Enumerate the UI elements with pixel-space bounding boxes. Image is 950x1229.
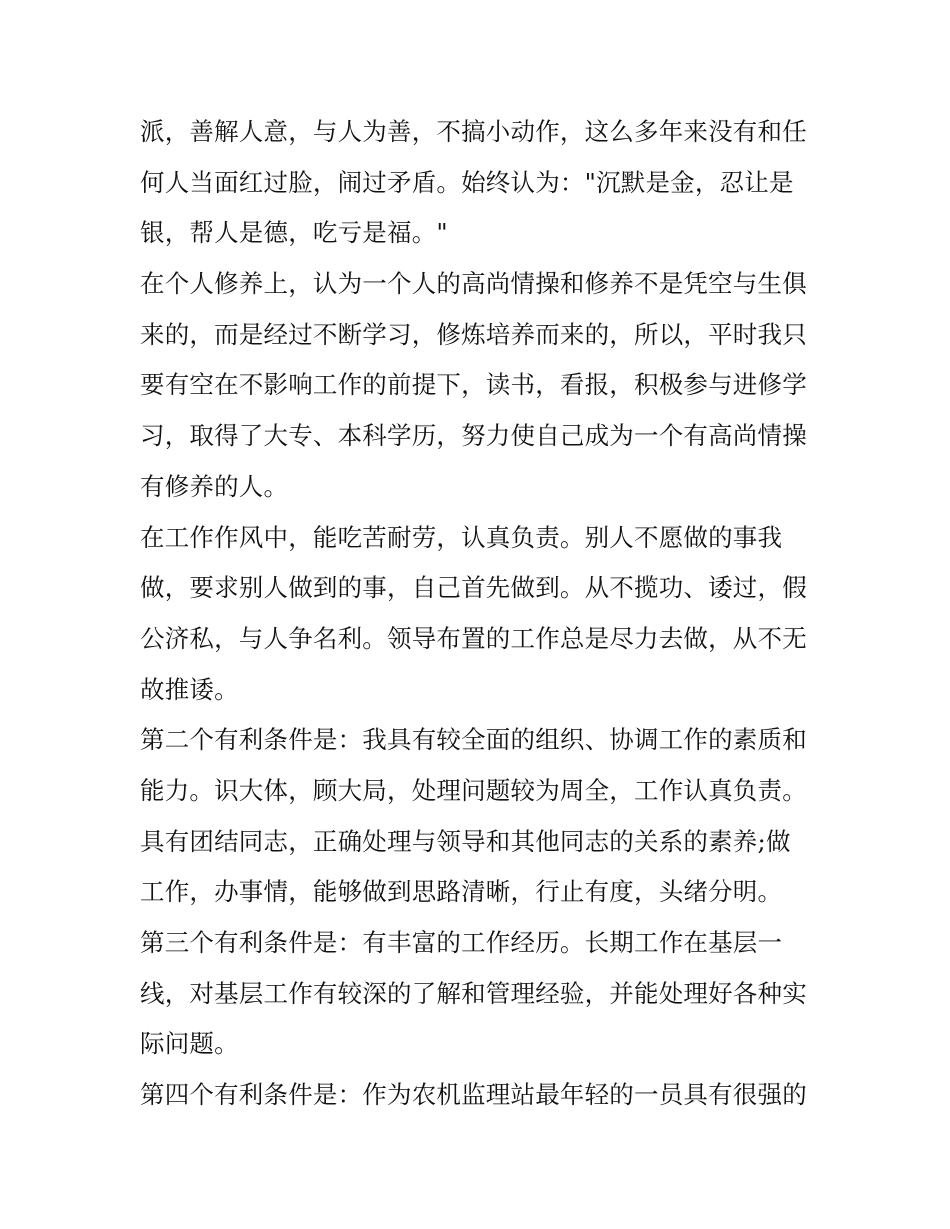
text-line: 何人当面红过脸，闹过矛盾。始终认为："沉默是金，忍让是	[140, 167, 794, 197]
text-line: 具有团结同志，正确处理与领导和其他同志的关系的素养;做	[140, 826, 791, 856]
text-line: 第三个有利条件是：有丰富的工作经历。长期工作在基层一	[140, 928, 783, 957]
text-line: 在个人修养上，认为一个人的高尚情操和修养不是凭空与生俱	[140, 269, 807, 299]
document-body	[140, 107, 820, 1121]
text-line: 派，善解人意，与人为善，不搞小动作，这么多年来没有和任	[140, 117, 807, 146]
text-line: 线，对基层工作有较深的了解和管理经验，并能处理好各种实	[140, 978, 807, 1008]
text-line: 要有空在不影响工作的前提下，读书，看报，积极参与进修学	[140, 370, 807, 400]
text-line: 公济私，与人争名利。领导布置的工作总是尽力去做，从不无	[140, 623, 807, 653]
text-line: 来的，而是经过不断学习，修炼培养而来的，所以，平时我只	[140, 319, 807, 349]
text-line: 习，取得了大专、本科学历，努力使自己成为一个有高尚情操	[140, 421, 807, 451]
text-line: 故推诿。	[140, 674, 239, 704]
text-line: 做，要求别人做到的事，自己首先做到。从不揽功、诿过，假	[140, 573, 807, 603]
text-line: 能力。识大体，顾大局，处理问题较为周全，工作认真负责。	[140, 775, 807, 805]
text-line: 银，帮人是德，吃亏是福。"	[140, 218, 448, 248]
text-line: 有修养的人。	[140, 471, 289, 501]
text-line: 在工作作风中，能吃苦耐劳，认真负责。别人不愿做的事我	[140, 522, 783, 552]
text-line: 际问题。	[140, 1029, 239, 1059]
text-line: 第二个有利条件是：我具有较全面的组织、协调工作的素质和	[140, 725, 807, 755]
text-line: 第四个有利条件是：作为农机监理站最年轻的一员具有很强的	[140, 1080, 807, 1110]
text-line: 工作，办事情，能够做到思路清晰，行止有度，头绪分明。	[140, 877, 783, 907]
